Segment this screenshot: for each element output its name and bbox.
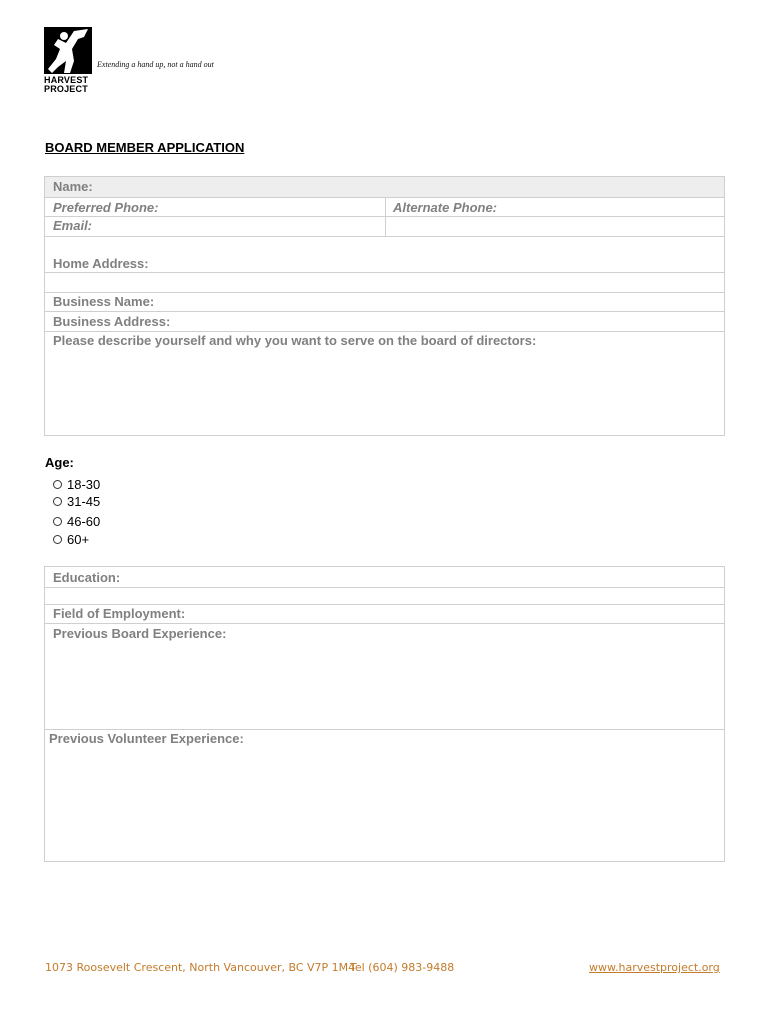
divider <box>45 623 724 624</box>
age-option-label: 18-30 <box>67 477 101 492</box>
age-label: Age: <box>45 455 74 470</box>
age-option-label: 46-60 <box>67 514 101 529</box>
radio-icon[interactable] <box>53 517 62 526</box>
tagline: Extending a hand up, not a hand out <box>97 60 214 69</box>
home-address-field[interactable]: Home Address: <box>53 256 149 271</box>
logo-harvest-text: HARVEST <box>44 75 89 85</box>
radio-icon[interactable] <box>53 535 62 544</box>
email-field[interactable]: Email: <box>53 218 93 233</box>
field-of-employment-field[interactable]: Field of Employment: <box>53 606 186 621</box>
age-option-31-45[interactable] <box>53 494 100 509</box>
preferred-phone-field[interactable]: Preferred Phone: <box>53 200 159 215</box>
divider <box>45 331 724 332</box>
divider <box>45 729 724 730</box>
age-option-label: 60+ <box>67 532 90 547</box>
previous-volunteer-experience-field[interactable]: Previous Volunteer Experience: <box>49 731 244 746</box>
previous-board-experience-field[interactable]: Previous Board Experience: <box>53 626 227 641</box>
form-title: BOARD MEMBER APPLICATION <box>45 140 245 155</box>
divider <box>45 604 724 605</box>
name-row-shade <box>45 177 724 197</box>
age-option-18-30[interactable] <box>53 477 100 492</box>
education-field[interactable]: Education: <box>53 570 121 585</box>
logo-project-text: PROJECT <box>44 84 88 94</box>
divider <box>45 272 724 273</box>
experience-section <box>44 566 725 862</box>
name-field[interactable]: Name: <box>53 179 93 194</box>
divider <box>45 236 724 237</box>
business-name-field[interactable]: Business Name: <box>53 294 155 309</box>
divider <box>45 587 724 588</box>
radio-icon[interactable] <box>53 480 62 489</box>
footer-address: 1073 Roosevelt Crescent, North Vancouver, BC V7P 1M4 <box>45 961 356 974</box>
age-option-46-60[interactable] <box>53 514 100 529</box>
footer-phone: Tel (604) 983-9488 <box>350 961 455 974</box>
age-option-label: 31-45 <box>67 494 101 509</box>
business-address-field[interactable]: Business Address: <box>53 314 171 329</box>
divider <box>45 216 724 217</box>
contact-info-section <box>44 176 725 436</box>
harvest-project-logo <box>44 27 96 95</box>
alternate-phone-field[interactable]: Alternate Phone: <box>393 200 498 215</box>
logo-figure-icon <box>44 27 94 75</box>
divider <box>45 311 724 312</box>
footer-website-link[interactable]: www.harvestproject.org <box>589 961 720 974</box>
radio-icon[interactable] <box>53 497 62 506</box>
describe-yourself-field[interactable]: Please describe yourself and why you want to serve on the board of directors: <box>53 333 537 348</box>
age-option-60-plus[interactable] <box>53 532 89 547</box>
divider <box>45 292 724 293</box>
